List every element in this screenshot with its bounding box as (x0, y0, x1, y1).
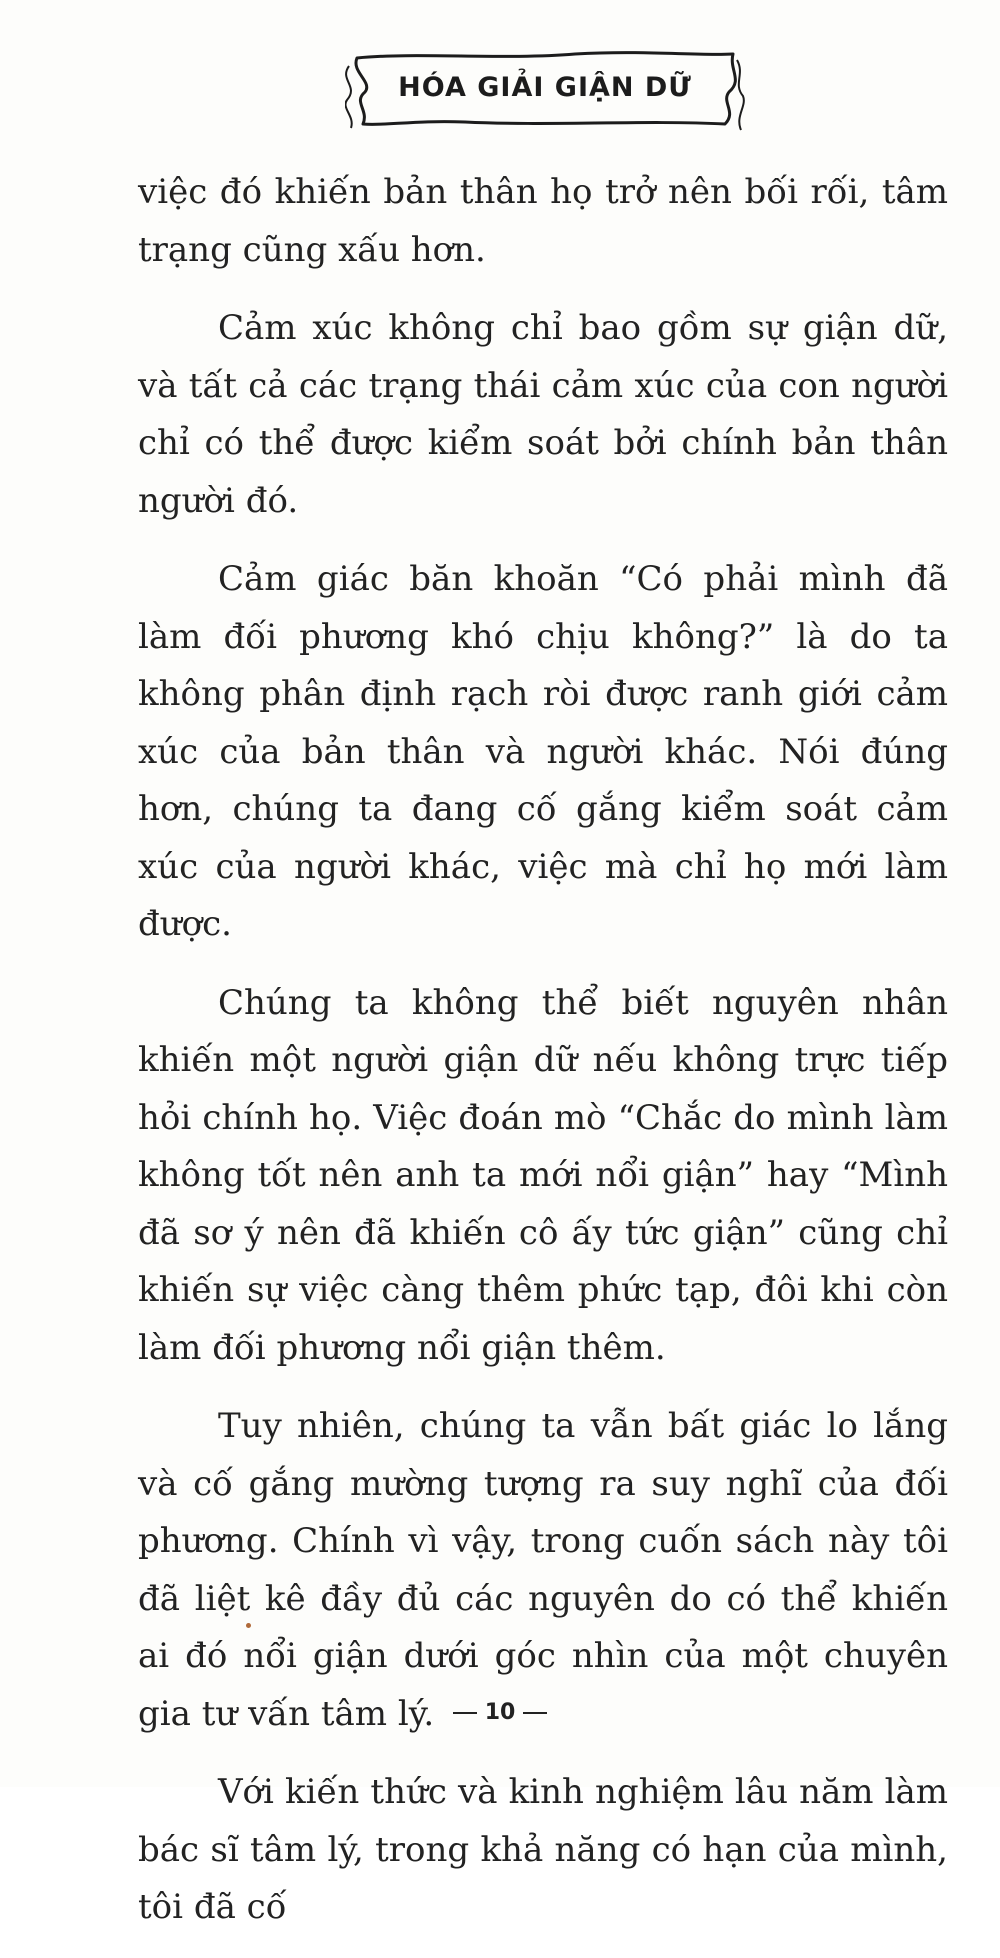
paragraph: Cảm xúc không chỉ bao gồm sự giận dữ, và tất cả các trạng thái cảm xúc của con người chỉ có thể được kiểm soát bởi chính bản thân người đó. (138, 308, 948, 521)
body-text (138, 164, 948, 1958)
page-number: 10 (484, 1700, 516, 1725)
dash-right-icon (523, 1712, 547, 1714)
ink-speck (246, 1623, 251, 1628)
dash-left-icon (453, 1712, 477, 1714)
paragraph: Tuy nhiên, chúng ta vẫn bất giác lo lắng và cố gắng mường tượng ra suy nghĩ của đối phương. Chính vì vậy, trong cuốn sách này tôi đã liệt kê đầy đủ các nguyên do có thể khiến ai đó nổi giận dưới góc nhìn của một chuyên gia tư vấn tâm lý. (138, 1406, 948, 1734)
page-footer (0, 1700, 1000, 1725)
paragraph: việc đó khiến bản thân họ trở nên bối rối, tâm trạng cũng xấu hơn. (138, 172, 948, 270)
paragraph: Cảm giác băn khoăn “Có phải mình đã làm đối phương khó chịu không?” là do ta không phân định rạch ròi được ranh giới cảm xúc của bản thân và người khác. Nói đúng hơn, chúng ta đang cố gắng kiểm soát cảm xúc của người khác, việc mà chỉ họ mới làm được. (138, 559, 948, 944)
chapter-title: HÓA GIẢI GIẬN DỮ (398, 72, 692, 103)
paragraph: Chúng ta không thể biết nguyên nhân khiến một người giận dữ nếu không trực tiếp hỏi chính họ. Việc đoán mò “Chắc do mình làm không tốt nên anh ta mới nổi giận” hay “Mình đã sơ ý nên đã khiến cô ấy tức giận” cũng chỉ khiến sự việc càng thêm phức tạp, đôi khi còn làm đối phương nổi giận thêm. (138, 982, 948, 1368)
chapter-banner (345, 40, 745, 135)
paragraph: Với kiến thức và kinh nghiệm lâu năm làm bác sĩ tâm lý, trong khả năng có hạn của mình, tôi đã cố (138, 1772, 948, 1927)
